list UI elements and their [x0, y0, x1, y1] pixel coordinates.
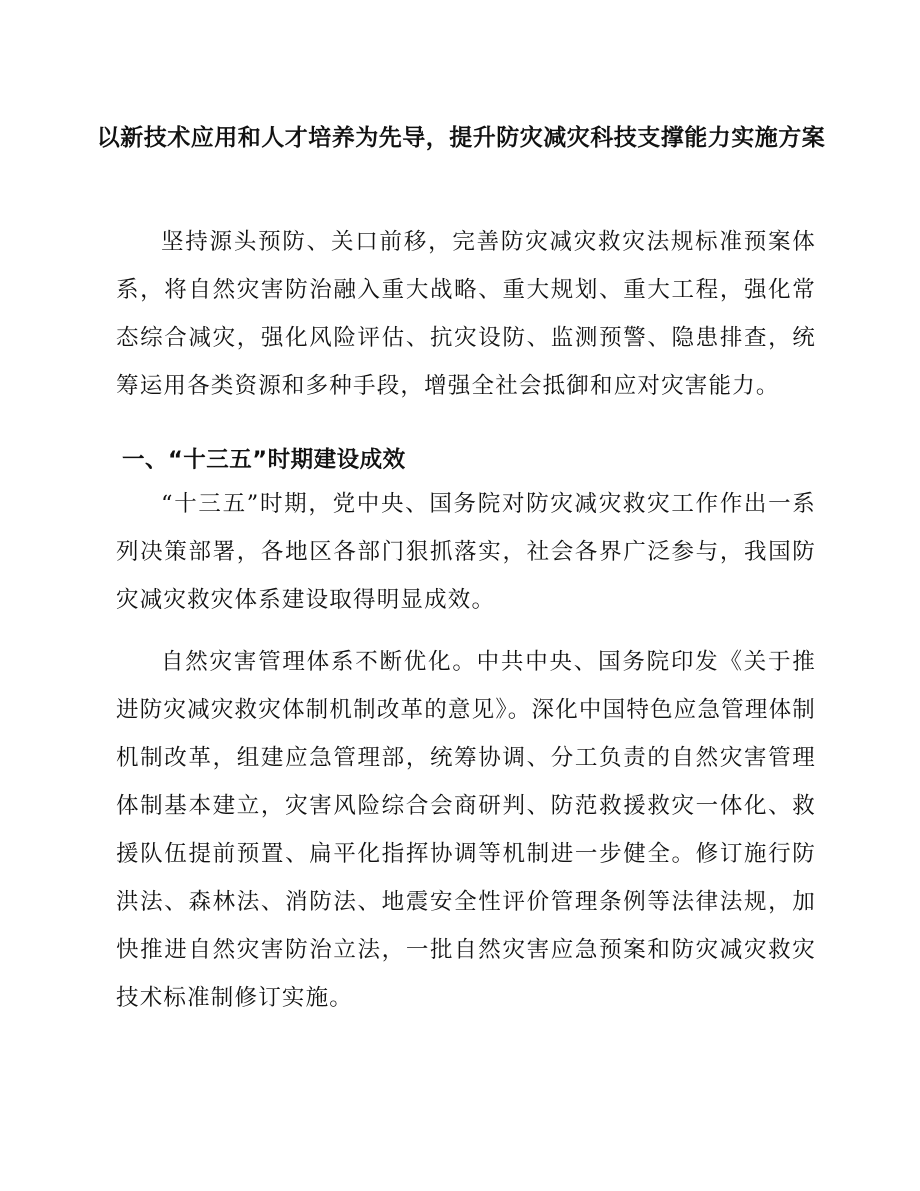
document-title: 以新技术应用和人才培养为先导，提升防灾减灾科技支撑能力实施方案 — [96, 125, 826, 151]
section-paragraph-1: “十三五”时期，党中央、国务院对防灾减灾救灾工作作出一系列决策部署，各地区各部门狠抓落实，社会各界广泛参与，我国防灾减灾救灾体系建设取得明显成效。 — [116, 491, 816, 613]
section-paragraph-2: 自然灾害管理体系不断优化。中共中央、国务院印发《关于推进防灾减灾救灾体制机制改革的意见》。深化中国特色应急管理体制机制改革，组建应急管理部，统筹协调、分工负责的自然灾害管理体制基本建立，灾害风险综合会商研判、防范救援救灾一体化、救援队伍提前预置、扁平化指挥协调等机制进一步健全。修订施行防洪法、森林法、消防法、地震安全性评价管理条例等法律法规，加快推进自然灾害防治立法，一批自然灾害应急预案和防灾减灾救灾技术标准制修订实施。 — [116, 649, 816, 1011]
section-heading: 一、“十三五”时期建设成效 — [122, 447, 406, 473]
intro-paragraph: 坚持源头预防、关口前移，完善防灾减灾救灾法规标准预案体系，将自然灾害防治融入重大战略、重大规划、重大工程，强化常态综合减灾，强化风险评估、抗灾设防、监测预警、隐患排查，统筹运用各类资源和多种手段，增强全社会抵御和应对灾害能力。 — [116, 229, 816, 399]
